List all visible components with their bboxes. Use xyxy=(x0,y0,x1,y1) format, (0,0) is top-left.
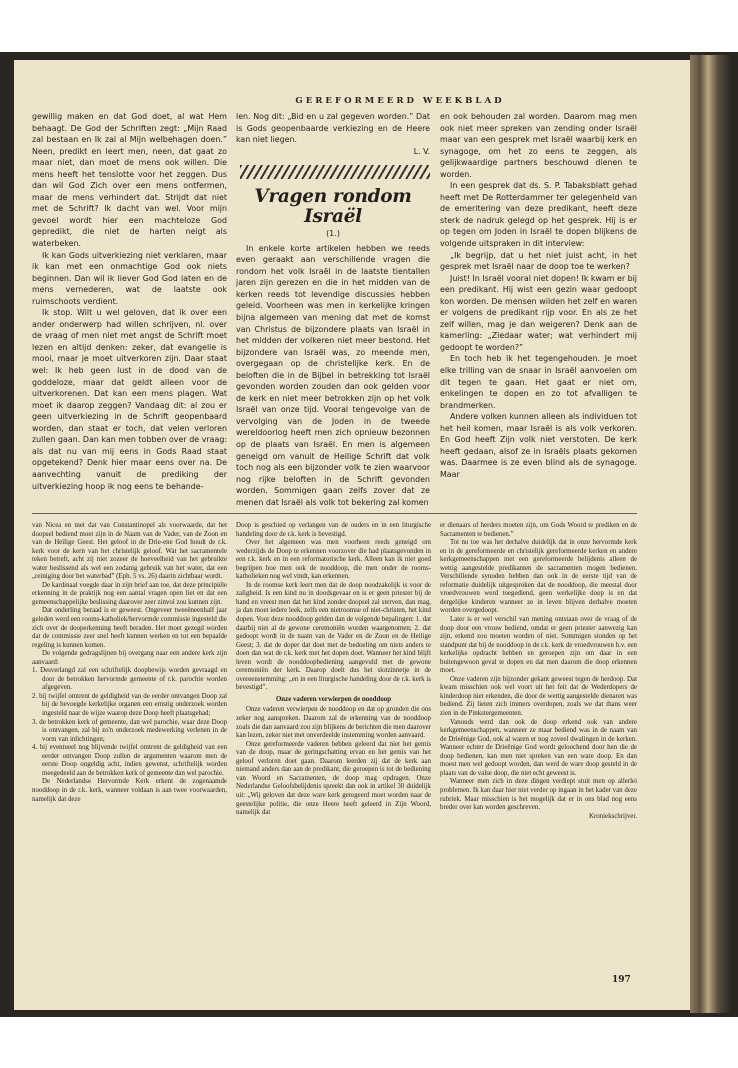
column-3 xyxy=(440,111,637,511)
paragraph: Andere volken kunnen alleen als individuen tot het heil komen, maar Israël is als volk verkoren. En God heeft Zijn volk niet verstoten. De kerk heeft gedaan, alsof ze in Israëls plaats gekomen was. Daarmee is ze even blind als de synagoge. Maar xyxy=(440,412,637,479)
paragraph: Tot nu toe was het derhalve duidelijk dat in onze hervormde kerk en in de gereformeerde en christelijk gereformeerde kerken en andere kerkgemeenschappen met een gereformeerde belijdenis alleen de wettig aangestelde predikanten de sacramenten mogen bedienen. Verschillende synoden hebben dan ook in de eerste tijd van de reformatie duidelijk uitgesproken dat de nooddoop, die meestal door vroedvrouwen werd toegediend, geen werkelijke doop is en dat dergelijke kinderen wanneer ze in leven blijven derhalve moeten worden overgedoopt. xyxy=(440,539,637,615)
column-2 xyxy=(236,111,430,511)
subheading: Onze vaderen verwierpen de nooddoop xyxy=(275,695,392,703)
paragraph: Onze gereformeerde vaderen hebben geleerd dat niet het gemis van de doop, maar de geringschatting ervan en het gemis van het geloof verloren doet gaan. Daarom leerden zij dat de kerk aan niemand anders dan aan de predikant, die geroepen is tot de bediening van Woord en Sacramenten, de doop mag opdragen. Onze Nederlandse Geloofsbelijdenis spreekt dan ook in artikel 30 duidelijk uit: „Wij geloven dat deze ware kerk geregeerd moet worden naar de geestelijke politie, die onze Heere heeft geleerd in Zijn Woord, namelijk dat xyxy=(236,740,431,817)
paragraph: De volgende gedragslijnen bij overgang naar een andere kerk zijn aanvaard: xyxy=(32,650,227,666)
lower-column-2 xyxy=(236,522,431,970)
section-rule xyxy=(32,513,637,514)
paragraph: „Ik begrijp, dat u het niet juist acht, in het gesprek met Israël naar de doop toe te werken? xyxy=(440,250,637,272)
lower-column-1 xyxy=(32,522,227,970)
list-item: 3. de betrokken kerk of gemeente, dan wel parochie, waar deze Doop is ontvangen, zal bij zo'n onderzoek medewerking verlenen in de vorm van inlichtingen; xyxy=(32,718,227,743)
paragraph: Over het algemeen was men voorheen reeds geneigd om wederzijds de Doop te erkennen voorzover die had plaatsgevonden in een r.k. kerk en in een reformatorische kerk. Alleen kan ik niet goed begrijpen hoe men ook de nooddoop, die men onder de rooms-katholieken nog wel vindt, kan erkennen. xyxy=(236,539,431,581)
paragraph: er dienaars of herders moeten zijn, om Gods Woord te prediken en de Sacramenten te bedienen.” xyxy=(440,522,637,538)
author-signature: L. V. xyxy=(413,146,430,156)
lower-column-3 xyxy=(440,522,637,970)
paragraph: van Nicea en met dat van Constantinopel als voorwaarde, dat het doopsel bediend moet zijn in de Naam van de Vader, van de Zoon en van de Heilige Geest. Het geloof in de Drie-ene God houdt de r.k. kerk voor de kern van het christelijk geloof. Wat het sacramentele teken betreft, acht zij niet zozeer de hoeveelheid van het gebruikte water beslissend als wel een zodanig gebruik van het water, dat een „reiniging door het waterbad” (Eph. 5 vs. 26) daarin zichtbaar wordt. xyxy=(32,522,227,581)
paragraph: Vanouds werd dan ook de doop erkend ook van andere kerkgemeenschappen, wanneer ze maar bediend was in de naam van de Drieënige God, ook al waren er nog zoveel dwalingen in de kerken. Wanneer echter de Drieënige God wordt geloochend door hen die de doop bedienen, kan men niet spreken van een ware doop. En dan moest men wel gedoopt worden, dan werd de ware doop gesteld in de plaats van de valse doop, die niet echt geweest is. xyxy=(440,718,637,777)
paragraph: Ik kan Gods uitverkiezing niet verklaren, maar ik kan met een onmachtige God ook niets beginnen. Dan wil ik liever God God laten en de mens vernederen, wat de laatste ook ruimschoots verdient. xyxy=(32,250,227,306)
paragraph: len. Nog dit: „Bid en u zal gegeven worden.” Dat is Gods geopenbaarde verkiezing en de Heere kan niet liegen. xyxy=(236,112,430,145)
list-item: 2. bij twijfel omtrent de geldigheid van de eerder ontvangen Doop zal bij de bevoegde kerkelijke organen een ernstig onderzoek worden ingesteld naar de wijze waarop deze Doop heeft plaatsgehad; xyxy=(32,692,227,718)
paragraph: Later is er wel verschil van mening ontstaan over de vraag of de doop door een vrouw bediend, omdat er geen priester aanwezig kan zijn, erkend zou moeten worden of niet. Sommigen stonden op het standpunt dat bij de nooddoop in de r.k. kerk de vroedvrouwen b.v. een kerkelijke opdracht hebben en geroepen zijn om daar in een buitengewoon geval te dopen en dat men daarom die doop erkennen moet. xyxy=(440,616,637,675)
paragraph: Wanneer men zich in deze dingen verdiept stuit men op allerlei problemen. Ik kan daar hier niet verder op ingaan in het kader van deze rubriek. Maar misschien is het mogelijk dat er in ons blad nog eens breder over kan worden geschreven. xyxy=(440,778,637,812)
list-item: 1. Desverlangd zal een schriftelijk doopbewijs worden gevraagd en door de betrokken hervormde gemeente of r.k. parochie worden afgegeven. xyxy=(32,667,227,692)
author-signature: Kroniekschrijver. xyxy=(588,812,637,820)
running-header: GEREFORMEERD WEEKBLAD xyxy=(295,96,505,106)
article-title: Vragen rondom Israël xyxy=(254,186,412,228)
paragraph: Juist! In Israël vooral niet dopen! Ik kwam er bij een predikant. Hij wist een gezin waar gedoopt kon worden. De mensen wilden het zelf en waren er volgens de predikant rijp voor. En als ze het zelf willen, mag je dan weigeren? Denk aan de kamerling: „Ziedaar water; wat verhindert mij gedoopt te worden?” xyxy=(440,273,637,352)
paragraph: Ik stop. Wilt u wel geloven, dat ik over een ander onderwerp had willen schrijven, nl. over de vraag of men niet met angst de Schrift moet lezen en altijd denken: zeker, dat evangelie is mooi, maar je moet uitverkoren zijn. Daar staat wel: Ik heb geen lust in de dood van de goddeloze, maar dat geldt alleen voor de uitverkorenen. Dat kan een mens plagen. Wat moet ik daarop zeggen? Vandaag dit: al zou er geen uitverkiezing in de Schrift geopenbaard worden, dan staat er toch, dat velen verloren zullen gaan. Dan kan men tobben over de vraag: als dat nu van mij eens in Gods Raad staat opgetekend? Denk hier maar eens over na. De aanvechting vanuit de prediking der uitverkiezing hoop ik nog eens te behande- xyxy=(32,308,227,491)
paragraph: Doop is geschied op verlangen van de ouders en in een liturgische handeling door de r.k. kerk is bevestigd. xyxy=(236,522,431,538)
column-1 xyxy=(32,111,227,506)
paragraph: en ook behouden zal worden. Daarom mag men ook niet meer spreken van zending onder Israël maar van een gesprek met Israël waarbij kerk en synagoge, om het zo eens te zeggen, als gelijkwaardige partners beschouwd dienen te worden. xyxy=(440,112,637,179)
page-edge-shadow xyxy=(690,55,730,1013)
list-item: 4. bij eventueel nog blijvende twijfel omtrent de geldigheid van een eerder ontvangen Doop zullen de argumenten waarom men de eerste Doop ongeldig acht, indien gewenst, schriftelijk worden meegedeeld aan de betrokken kerk of gemeente dan wel parochie. xyxy=(32,744,227,777)
paragraph: gewillig maken en dat God doet, al wat Hem behaagt. De God der Schriften zegt: „Mijn Raad zal bestaan en Ik zal al Mijn welbehagen doen.” Neen, predikt en leert men, neen, dat gaat zo maar niet, dan moet de mens ook willen. Die mens heeft het tenslotte voor het zeggen. Dus dan wil God Zich over een mens ontfermen, maar de mens verhindert dat. Strijdt dat niet met de Schrift? Ik dacht van wel. Voor mijn gevoel wordt hier een machteloze God gepredikt, die niet de harten neigt als waterbeken. xyxy=(32,112,227,249)
paragraph: En toch heb ik het tegengehouden. Je moet elke trilling van de snaar in Israël aanvoelen om dit tegen te gaan. Het gaat er niet om, enkelingen te dopen en zo tot afvalligen te brandmerken. xyxy=(440,354,637,410)
paragraph: Dat onderling beraad is er geweest. Ongeveer tweeëneenhalf jaar geleden werd een rooms-katholiek/hervormde commissie ingesteld die zich over de dooperkenning heeft beraden. Het moet gezegd worden dat de commissie zeer snel heeft kunnen werken en tot een bepaalde regeling is kunnen komen. xyxy=(32,607,227,649)
page-number: 197 xyxy=(612,975,631,985)
paragraph: De kardinaal voegde daar in zijn brief aan toe, dat deze principiële erkenning in de praktijk nog een aantal vragen open liet en dat een gemeenschappelijke beslissing daarover zeer zinvol zou kunnen zijn. xyxy=(32,581,227,606)
paragraph: Onze vaderen verwierpen de nooddoop en dat op gronden die ons zeker nog aanspreken. Daarom zal de erkenning van de nooddoop zoals die dan aanvaard zou zijn blijkens de berichten die men daarover kan lezen, zeker niet met onverdeelde instemming worden aanvaard. xyxy=(236,706,431,740)
paragraph: In enkele korte artikelen hebben we reeds even geraakt aan verschillende vragen die rondom het volk Israël in de laatste tientallen jaren zijn gerezen en die in het midden van de kerken reeds tot levendige discussies hebben geleid. Voorheen was men in kerkelijke kringen bijna algemeen van mening dat met de komst van Christus de bijzondere plaats van Israël in het midden der volkeren niet meer bestond. Het bijzondere van Israël was, zo meende men, overgegaan op de christelijke kerk. En de beloften die in de Bijbel in betrekking tot Israël gevonden worden zouden dan ook gelden voor de kerk en niet meer betrokken zijn op het volk Israël van onze tijd. Vooral tengevolge van de vervolging van de Joden in de tweede wereldoorlog heeft men zich opnieuw bezonnen op de plaats van Israël. En men is algemeen geneigd om vanuit de Heilige Schrift dat volk toch nog als een bijzonder volk te zien waarvoor nog rijke beloften in de Schrift gevonden worden. Sommigen gaan zelfs zover dat ze menen dat Israël als volk tot bekering zal komen xyxy=(236,243,430,507)
paragraph: Onze vaderen zijn bijzonder gekant geweest tegen de herdoop. Dat kwam misschien ook wel voort uit het feit dat de Wederdopers de kinderdoop niet erkenden, die door de wettig aangestelde dienaren was bediend. Zij lieten zich immers overdopen, zoals we dat thans weer zien in de Pinkstergemeenten. xyxy=(440,675,637,718)
article-part-number: (1.) xyxy=(326,229,340,239)
paragraph: In de roomse kerk leert men dat de doop noodzakelijk is voor de zaligheid. Is een kind nu in doodsgevaar en is er geen priester bij de hand en vreest men dat het kind zonder doopsel zal sterven, dan mag, ja dan moet iedere leek, zelfs een nietroomse of niet-christen, het kind dopen. Voor deze nooddoop gelden dan de volgende bepalingen: 1. dat daarbij niet al de gewone ceremoniën worden waargenomen; 2. dat gedoopt wordt in de naam van de Vader en de Zoon en de Heilige Geest; 3. dat de doper dat doet met de bedoeling om niets anders te doen dan wat de r.k. kerk met het dopen doet. Wanneer het kind blijft leven wordt de nooddoopbediening aangevuld met de gewone ceremoniën der kerk. Daarop doelt dus het slotzinnetje in de overeenstemming: „en in een liturgische handeling door de r.k. kerk is bevestigd”. xyxy=(236,581,431,692)
ornamental-divider xyxy=(240,165,430,179)
paragraph: In een gesprek dat ds. S. P. Tabaksblatt gehad heeft met De Rotterdammer ter gelegenheid van de emeritering van deze predikant, heeft deze sterk de nadruk gelegd op het gesprek. Hij is er op tegen om Joden in Israël te dopen blijkens de volgende uitspraken in dit interview: xyxy=(440,181,637,249)
paragraph: De Nederlandse Hervormde Kerk erkent de zogenaamde nooddoop in de r.k. kerk, wanneer voldaan is aan twee voorwaarden, namelijk dat deze xyxy=(32,778,227,803)
